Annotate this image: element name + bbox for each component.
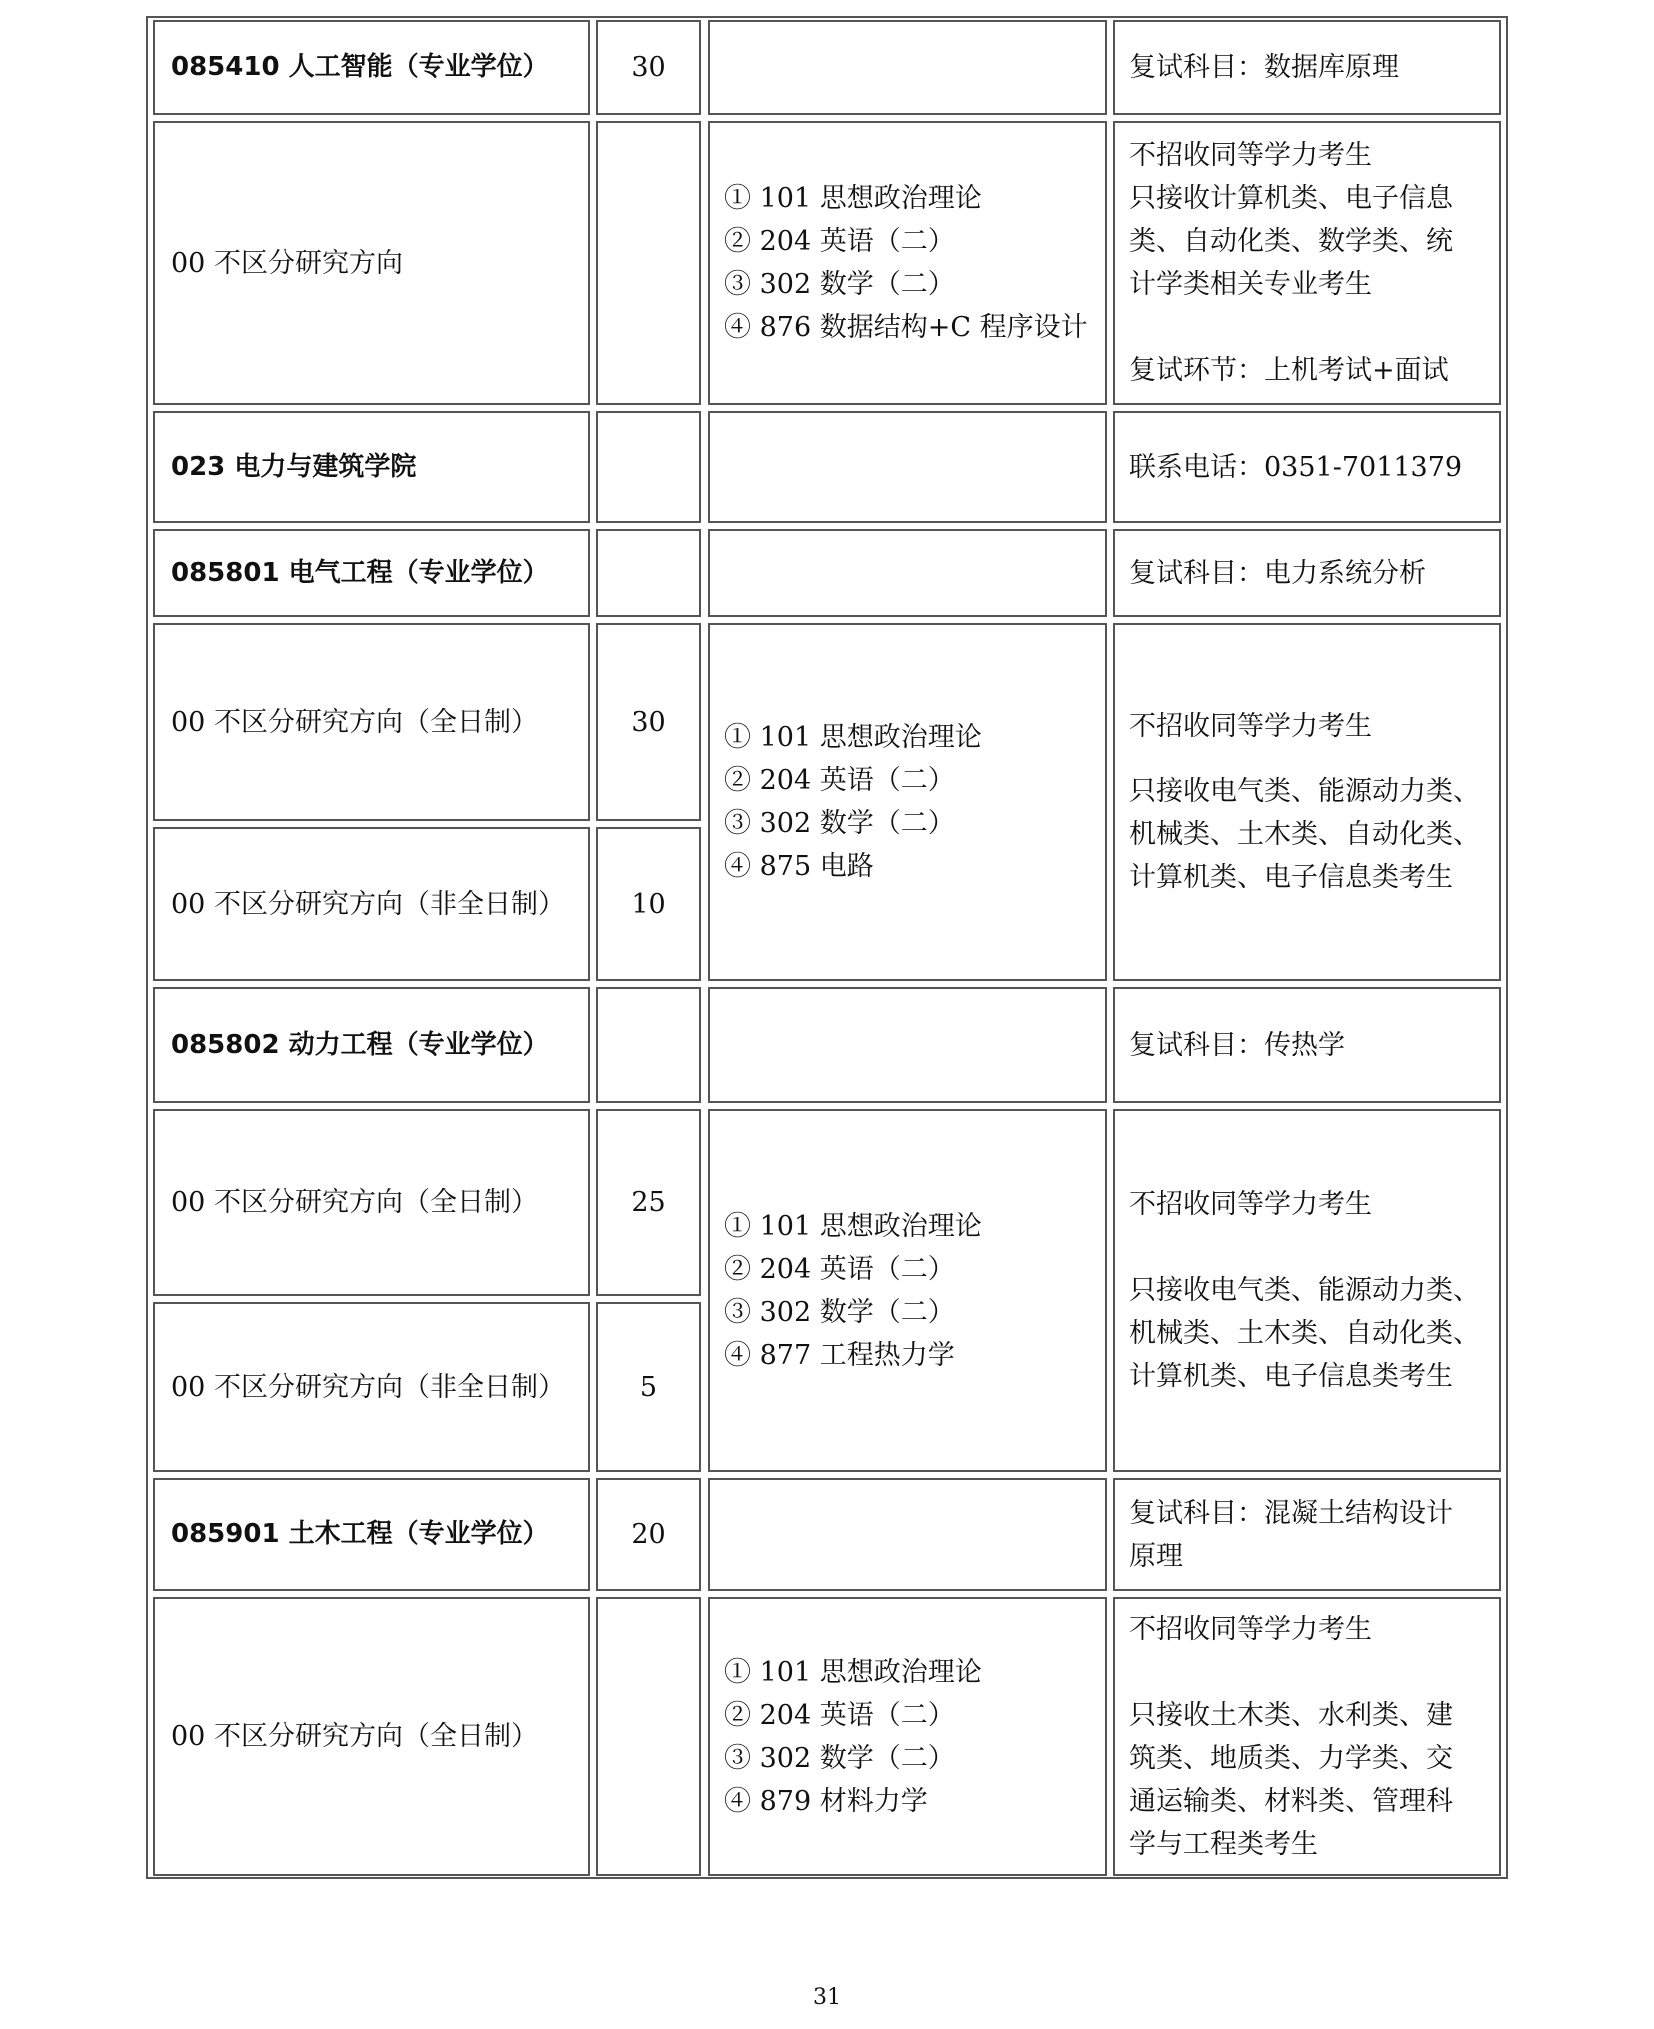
quota-value <box>596 411 701 523</box>
retest-subject: 复试科目：数据库原理 <box>1113 20 1501 115</box>
notes-cell <box>1113 623 1501 981</box>
note-line: 只接收土木类、水利类、建 <box>1129 1699 1453 1731</box>
quota-value: 30 <box>596 623 701 821</box>
quota-value <box>596 121 701 405</box>
page-number: 31 <box>813 1985 841 2010</box>
note-line: 学与工程类考生 <box>1129 1828 1318 1860</box>
notes-cell <box>1113 1109 1501 1472</box>
notes-cell <box>1113 1597 1501 1876</box>
quota-value: 30 <box>596 20 701 115</box>
program-name: 085802 动力工程（专业学位） <box>153 987 590 1103</box>
exam-subject: ③ 302 数学（二） <box>724 269 955 300</box>
program-name: 085801 电气工程（专业学位） <box>153 529 590 617</box>
note-line: 不招收同等学力考生 <box>1129 1189 1372 1220</box>
exam-subject: ① 101 思想政治理论 <box>724 183 982 214</box>
note-line: 计算机类、电子信息类考生 <box>1129 862 1453 893</box>
note-line: 只接收电气类、能源动力类、 <box>1129 776 1480 807</box>
note-line: 通运输类、材料类、管理科 <box>1129 1785 1453 1817</box>
exam-subject: ② 204 英语（二） <box>724 1699 955 1731</box>
note-line: 计学类相关专业考生 <box>1129 269 1372 300</box>
exam-subjects-list <box>724 177 1088 349</box>
retest-subject: 复试科目：传热学 <box>1113 987 1501 1103</box>
exam-subject: ① 101 思想政治理论 <box>724 1656 982 1688</box>
exam-subject: ④ 879 材料力学 <box>724 1785 928 1817</box>
research-direction: 00 不区分研究方向（非全日制） <box>153 827 590 981</box>
exam-subjects-cell <box>708 529 1107 617</box>
college-name: 023 电力与建筑学院 <box>153 411 590 523</box>
exam-subject: ④ 877 工程热力学 <box>724 1339 955 1371</box>
quota-value: 5 <box>596 1302 701 1472</box>
notes <box>1129 1183 1480 1398</box>
note-line: 筑类、地质类、力学类、交 <box>1129 1742 1453 1774</box>
retest-subject-cell <box>1113 1478 1501 1591</box>
note-line: 计算机类、电子信息类考生 <box>1129 1361 1453 1392</box>
note-line: 机械类、土木类、自动化类、 <box>1129 819 1480 850</box>
retest-subject: 复试科目：混凝土结构设计 <box>1129 1497 1453 1529</box>
note-line: 不招收同等学力考生 <box>1129 711 1372 742</box>
quota-value: 20 <box>596 1478 701 1591</box>
contact-phone: 联系电话：0351-7011379 <box>1113 411 1501 523</box>
program-name: 085410 人工智能（专业学位） <box>153 20 590 115</box>
research-direction: 00 不区分研究方向（全日制） <box>153 1597 590 1876</box>
program-name: 085901 土木工程（专业学位） <box>153 1478 590 1591</box>
exam-subject: ③ 302 数学（二） <box>724 808 955 839</box>
note-line: 只接收电气类、能源动力类、 <box>1129 1275 1480 1306</box>
exam-subject: ② 204 英语（二） <box>724 765 955 796</box>
notes <box>1129 1608 1453 1866</box>
exam-subject: ④ 876 数据结构+C 程序设计 <box>724 312 1088 343</box>
note-line: 复试环节：上机考试+面试 <box>1129 355 1449 386</box>
quota-value <box>596 1597 701 1876</box>
quota-value: 25 <box>596 1109 701 1296</box>
notes-cell <box>1113 121 1501 405</box>
notes <box>1129 705 1480 899</box>
note-line: 机械类、土木类、自动化类、 <box>1129 1318 1480 1349</box>
exam-subjects-cell <box>708 411 1107 523</box>
research-direction: 00 不区分研究方向 <box>153 121 590 405</box>
exam-subjects-cell <box>708 1597 1107 1876</box>
exam-subject: ③ 302 数学（二） <box>724 1742 955 1774</box>
note-line: 类、自动化类、数学类、统 <box>1129 226 1453 257</box>
exam-subject: ① 101 思想政治理论 <box>724 1210 982 1242</box>
exam-subject: ② 204 英语（二） <box>724 1253 955 1285</box>
research-direction: 00 不区分研究方向（全日制） <box>153 623 590 821</box>
exam-subject: ② 204 英语（二） <box>724 226 955 257</box>
note-line: 不招收同等学力考生 <box>1129 1613 1372 1645</box>
retest-subject-cont: 原理 <box>1129 1540 1183 1572</box>
exam-subjects-cell <box>708 623 1107 981</box>
quota-value <box>596 529 701 617</box>
notes <box>1129 1492 1453 1578</box>
retest-subject: 复试科目：电力系统分析 <box>1113 529 1501 617</box>
quota-value <box>596 987 701 1103</box>
exam-subjects-cell <box>708 121 1107 405</box>
exam-subject: ③ 302 数学（二） <box>724 1296 955 1328</box>
research-direction: 00 不区分研究方向（全日制） <box>153 1109 590 1296</box>
exam-subject: ① 101 思想政治理论 <box>724 722 982 753</box>
exam-subjects-list <box>724 1651 982 1823</box>
research-direction: 00 不区分研究方向（非全日制） <box>153 1302 590 1472</box>
quota-value: 10 <box>596 827 701 981</box>
exam-subjects-cell <box>708 20 1107 115</box>
exam-subjects-list <box>724 1205 982 1377</box>
exam-subjects-cell <box>708 987 1107 1103</box>
note-line: 只接收计算机类、电子信息 <box>1129 183 1453 214</box>
notes <box>1129 134 1453 392</box>
exam-subjects-cell <box>708 1478 1107 1591</box>
exam-subject: ④ 875 电路 <box>724 851 874 882</box>
exam-subjects-cell <box>708 1109 1107 1472</box>
exam-subjects-list <box>724 716 982 888</box>
note-line: 不招收同等学力考生 <box>1129 140 1372 171</box>
